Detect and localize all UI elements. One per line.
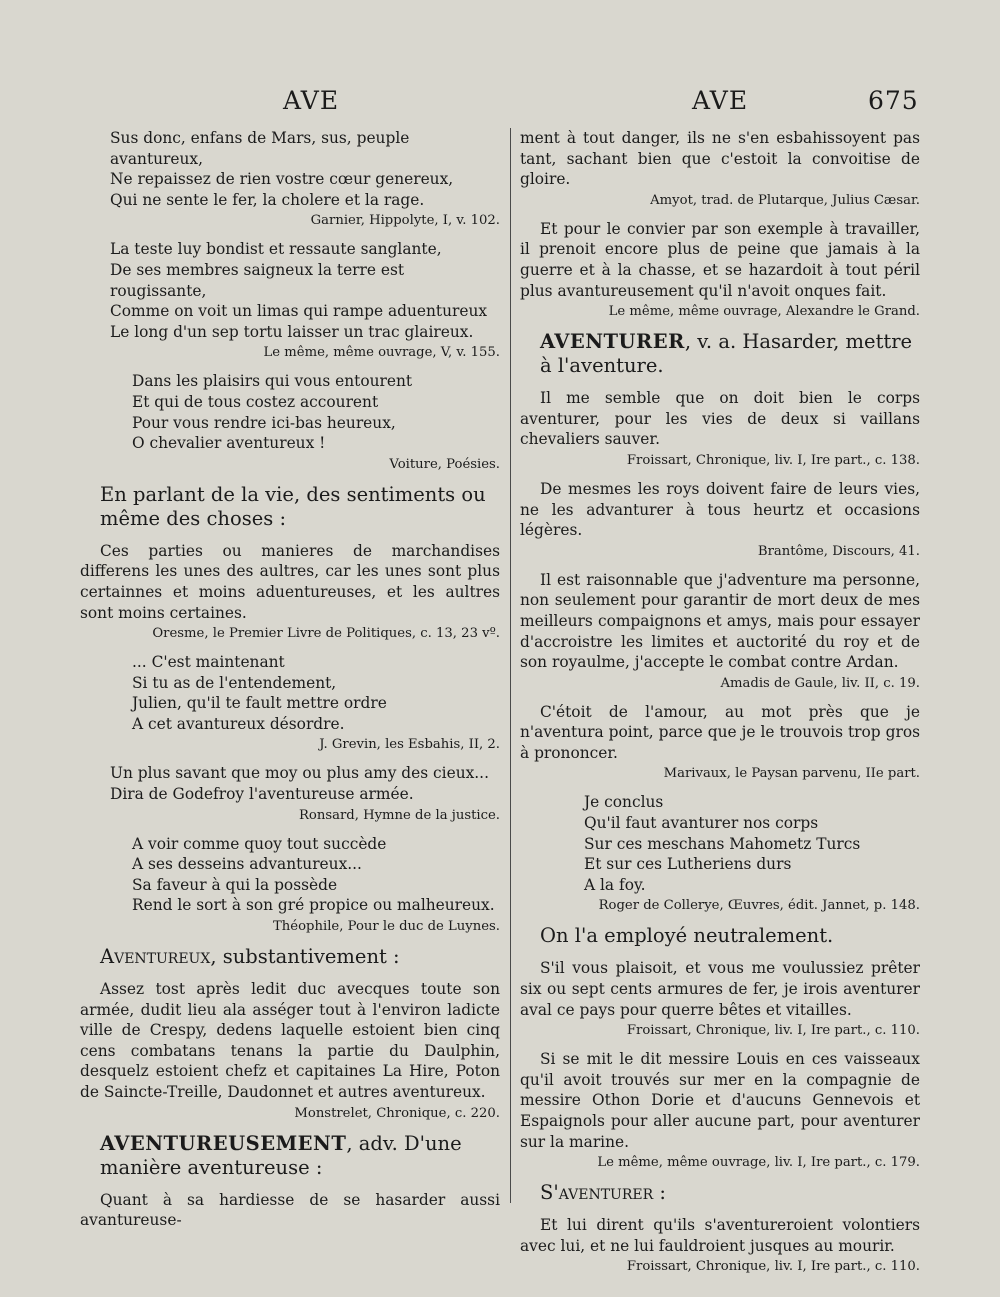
citation: Le même, même ouvrage, V, v. 155.	[263, 345, 500, 361]
citation: Ronsard, Hymne de la justice.	[298, 807, 500, 823]
citation: Froissart, Chronique, liv. I, Ire part., c. 110.	[626, 1259, 920, 1275]
quote-paragraph: Ces parties ou manieres de marchandises differens les unes des aultres, car les unes sont plus certainnes et moins aduentureuses, et les aultres sont moins certaines.	[80, 541, 500, 622]
citation: Théophile, Pour le duc de Luynes.	[273, 919, 500, 935]
entry-definition: , adv. D'une manière aventureuse :	[100, 1131, 462, 1179]
sense-heading-rest: , substantivement :	[210, 945, 400, 969]
quote-paragraph: Quant à sa hardiesse de se hasarder aussi avantureuse-	[80, 1190, 500, 1230]
quote-paragraph: Il est raisonnable que j'adventure ma personne, non seulement pour garantir de mort deux de mes meilleurs compaignons et amys, mais pour essayer d'accroistre les limites et auctorité du roy et de son royaulme, j'accepte le combat contre Ardan.	[520, 570, 920, 672]
quote-verse: Dans les plaisirs qui vous entourent Et qui de tous costez accourent Pour vous rendre ici-bas heureux, O chevalier aventureux !	[132, 372, 413, 453]
quote-paragraph: Et lui dirent qu'ils s'aventureroient volontiers avec lui, et ne lui fauldroient jusques au mourir.	[520, 1216, 920, 1255]
left-running-head: AVE	[283, 86, 340, 115]
entry-heading	[80, 1132, 500, 1180]
citation: Le même, même ouvrage, Alexandre le Grand.	[608, 304, 920, 320]
right-column	[520, 128, 920, 1285]
quote-paragraph: S'il vous plaisoit, et vous me voulussiez prêter six ou sept cents armures de fer, je irois aventurer aval ce pays pour querre bêtes et vitailles.	[520, 959, 920, 1019]
left-column	[80, 128, 500, 1231]
citation: Amyot, trad. de Plutarque, Julius Cæsar.	[650, 192, 920, 208]
citation: Froissart, Chronique, liv. I, Ire part., c. 110.	[626, 1023, 920, 1039]
quote-verse: Je conclus Qu'il faut avanturer nos corps Sur ces meschans Mahometz Turcs Et sur ces Lutheriens durs A la foy.	[584, 793, 861, 894]
quote-paragraph: Il me semble que on doit bien le corps aventurer, pour les vies de deux si vaillans chevaliers sauver.	[520, 389, 920, 449]
column-divider	[510, 128, 511, 1203]
sense-heading: S'aventurer :	[540, 1181, 666, 1205]
citation: Brantôme, Discours, 41.	[757, 543, 920, 559]
quote-paragraph: C'étoit de l'amour, au mot près que je n'aventura point, parce que je le trouvois trop gros à prononcer.	[520, 702, 920, 762]
quote-verse: Sus donc, enfans de Mars, sus, peuple avantureux, Ne repaissez de rien vostre cœur genereux, Qui ne sente le fer, la cholere et la rage.	[110, 129, 454, 209]
citation: Garnier, Hippolyte, I, v. 102.	[310, 213, 500, 229]
citation: Amadis de Gaule, liv. II, c. 19.	[720, 675, 920, 691]
quote-paragraph: Assez tost après ledit duc avecques toute son armée, dudit lieu ala asséger tout à l'environ ladicte ville de Crespy, dedens laquelle estoient bien cinq cens combatans tenans la partie du Daulphin, desquelz estoient chefz et capitaines La Hire, Poton de Saincte-Treille, Daudonnet et autres aventureux.	[80, 980, 500, 1101]
sense-heading: En parlant de la vie, des sentiments ou même des choses :	[100, 482, 486, 530]
quote-verse: A voir comme quoy tout succède A ses desseins advantureux... Sa faveur à qui la possède Rend le sort à son gré propice ou malheureux.	[132, 834, 495, 915]
quote-paragraph: ment à tout danger, ils ne s'en esbahissoyent pas tant, sachant bien que c'estoit la convoitise de gloire.	[520, 129, 920, 189]
quote-verse: ... C'est maintenant Si tu as de l'entendement, Julien, qu'il te fault mettre ordre A cet avantureux désordre.	[132, 653, 387, 733]
quote-paragraph: Et pour le convier par son exemple à travailler, il prenoit encore plus de peine que jamais à la guerre et à la chasse, et se hazardoit à tout péril plus avantureusement qu'il n'avoit onques fait.	[520, 219, 920, 300]
quote-paragraph: De mesmes les roys doivent faire de leurs vies, ne les advanturer à tous heurtz et occasions légères.	[520, 479, 920, 540]
right-running-head: AVE	[692, 86, 749, 115]
entry-headword: AVENTUREUSEMENT	[100, 1131, 347, 1155]
quote-verse: La teste luy bondist et ressaute sanglante, De ses membres saigneux la terre est rougissante, Comme on voit un limas qui rampe aduentureux Le long d'un sep tortu laisser un trac glaireux.	[110, 240, 488, 341]
citation: Monstrelet, Chronique, c. 220.	[294, 1105, 500, 1121]
sense-headword: Aventureux	[100, 945, 211, 969]
citation: Oresme, le Premier Livre de Politiques, c. 13, 23 vº.	[152, 626, 500, 642]
sense-heading	[80, 945, 500, 969]
citation: J. Grevin, les Esbahis, II, 2.	[319, 737, 500, 753]
citation: Voiture, Poésies.	[389, 456, 500, 472]
entry-headword: AVENTURER	[540, 330, 685, 354]
entry-definition: , v. a. Hasarder, mettre à l'aventure.	[540, 330, 913, 378]
entry-heading	[520, 330, 920, 378]
quote-verse: Un plus savant que moy ou plus amy des cieux... Dira de Godefroy l'aventureuse armée.	[110, 764, 489, 804]
quote-paragraph: Si se mit le dit messire Louis en ces vaisseaux qu'il avoit trouvés sur mer en la compagnie de messire Othon Dorie et d'aucuns Gennevois et Espaignols pour aller aucune part, pour aventurer sur la marine.	[520, 1050, 920, 1151]
citation: Froissart, Chronique, liv. I, Ire part., c. 138.	[626, 452, 920, 468]
citation: Marivaux, le Paysan parvenu, IIe part.	[663, 766, 920, 782]
page-number: 675	[868, 86, 919, 115]
sense-heading: On l'a employé neutralement.	[540, 924, 834, 948]
citation: Le même, même ouvrage, liv. I, Ire part., c. 179.	[597, 1155, 920, 1171]
citation: Roger de Collerye, Œuvres, édit. Jannet, p. 148.	[598, 898, 920, 914]
